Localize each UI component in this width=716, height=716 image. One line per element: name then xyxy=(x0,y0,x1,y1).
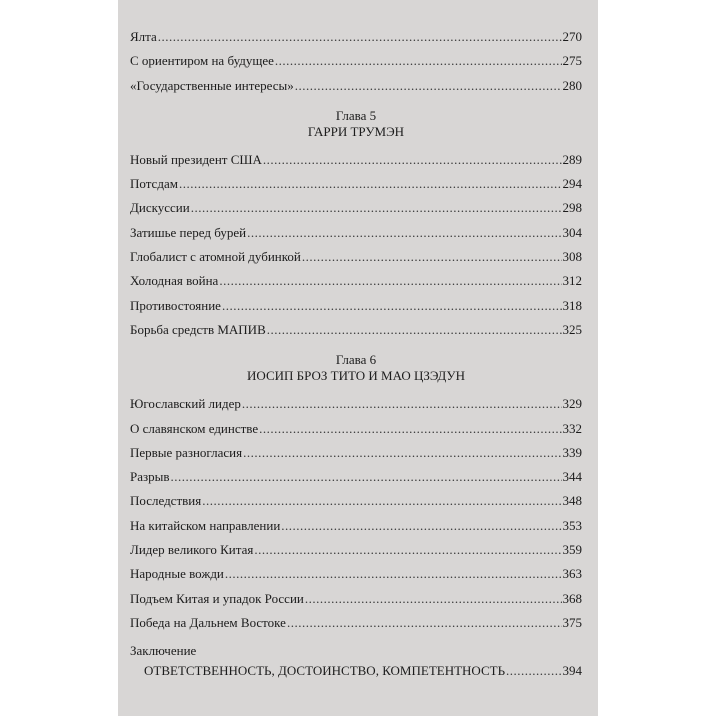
toc-entry-page: 294 xyxy=(562,176,582,192)
leader-dots xyxy=(305,587,562,611)
toc-entry-title: Дискуссии xyxy=(130,200,190,216)
toc-entry xyxy=(130,245,582,269)
toc-entry-title: Затишье перед бурей xyxy=(130,224,247,240)
book-page xyxy=(118,0,598,716)
leader-dots xyxy=(287,611,562,635)
toc-entry-page: 339 xyxy=(562,444,582,460)
toc-entry-page: 312 xyxy=(562,273,582,289)
leader-dots xyxy=(275,49,562,73)
toc-entry-title: Народные вожди xyxy=(130,566,224,582)
toc-entry xyxy=(130,148,582,172)
leader-dots xyxy=(242,392,562,416)
toc-entry-page: 270 xyxy=(562,29,582,44)
leader-dots xyxy=(171,465,562,489)
leader-dots xyxy=(267,318,562,342)
toc-entry xyxy=(130,49,582,73)
toc-entry-title: ОТВЕТСТВЕННОСТЬ, ДОСТОИНСТВО, КОМПЕТЕНТНОСТЬ xyxy=(144,663,506,679)
toc-entry-title: Борьба средств МАПИВ xyxy=(130,321,266,337)
toc-entry xyxy=(130,514,582,538)
leader-dots xyxy=(179,172,562,196)
toc-entry-page: 325 xyxy=(562,321,582,337)
toc-entry-page: 304 xyxy=(562,224,582,240)
toc-entry-page: 368 xyxy=(562,590,582,606)
toc-entry-title: Глобалист с атомной дубинкой xyxy=(130,249,301,265)
toc-entry-page: 318 xyxy=(562,297,582,313)
toc-entry-page: 353 xyxy=(562,517,582,533)
chapter-title: ГАРРИ ТРУМЭН xyxy=(307,123,405,139)
toc-entry-title: С ориентиром на будущее xyxy=(130,53,274,69)
leader-dots xyxy=(263,148,562,172)
toc-entry xyxy=(130,294,582,318)
toc-entry-page: 344 xyxy=(562,469,582,485)
toc-entry xyxy=(130,318,582,342)
leader-dots xyxy=(202,489,561,513)
leader-dots xyxy=(506,659,561,683)
toc-entry-title: Подъем Китая и упадок России xyxy=(130,590,304,606)
toc-entry-title: Холодная война xyxy=(130,273,219,289)
toc-entry xyxy=(130,538,582,562)
toc-entry-title: Новый президент США xyxy=(130,151,262,167)
toc-entry-title: Последствия xyxy=(130,493,202,509)
leader-dots xyxy=(219,269,561,293)
toc-entry-page: 394 xyxy=(562,663,582,679)
toc-entry-title: Лидер великого Китая xyxy=(130,542,254,558)
toc-entry-page: 298 xyxy=(562,200,582,216)
toc-entry-title: Югославский лидер xyxy=(130,396,241,412)
toc-entry-page: 359 xyxy=(562,542,582,558)
toc-entry xyxy=(130,172,582,196)
leader-dots xyxy=(302,245,562,269)
toc-entry-page: 348 xyxy=(562,493,582,509)
leader-dots xyxy=(222,294,562,318)
chapter-number: Глава 6 xyxy=(335,352,377,368)
toc-entry-title: На китайском направлении xyxy=(130,517,281,533)
leader-dots xyxy=(243,441,561,465)
leader-dots xyxy=(191,196,562,220)
toc-entry xyxy=(130,221,582,245)
leader-dots xyxy=(247,221,561,245)
toc-entry-page: 329 xyxy=(562,396,582,412)
conclusion-label: Заключение xyxy=(130,643,197,659)
toc-entry-page: 308 xyxy=(562,249,582,265)
toc-entry-page: 332 xyxy=(562,420,582,436)
toc-entry xyxy=(130,269,582,293)
table-of-contents xyxy=(130,25,582,684)
toc-entry xyxy=(130,611,582,635)
leader-dots xyxy=(158,25,562,49)
toc-entry-title: Первые разногласия xyxy=(130,444,243,460)
leader-dots xyxy=(281,514,561,538)
toc-entry-page: 363 xyxy=(562,566,582,582)
leader-dots xyxy=(225,562,562,586)
toc-entry-page: 280 xyxy=(562,77,582,93)
toc-entry xyxy=(130,489,582,513)
toc-entry-title: Противостояние xyxy=(130,297,221,313)
toc-entry xyxy=(130,587,582,611)
chapter-title: ИОСИП БРОЗ ТИТО И МАО ЦЗЭДУН xyxy=(247,368,465,384)
toc-entry-title: Победа на Дальнем Востоке xyxy=(130,614,286,630)
toc-entry-title: О славянском единстве xyxy=(130,420,259,436)
chapter-number: Глава 5 xyxy=(335,107,377,123)
toc-entry xyxy=(130,441,582,465)
toc-entry-conclusion xyxy=(130,659,582,683)
toc-entry-page: 289 xyxy=(562,151,582,167)
leader-dots xyxy=(295,74,562,98)
toc-entry-page: 275 xyxy=(562,53,582,69)
toc-entry-page: 375 xyxy=(562,614,582,630)
toc-entry xyxy=(130,465,582,489)
toc-entry xyxy=(130,74,582,98)
toc-entry xyxy=(130,392,582,416)
leader-dots xyxy=(254,538,561,562)
toc-entry xyxy=(130,25,582,49)
leader-dots xyxy=(259,417,561,441)
toc-entry-title: «Государственные интересы» xyxy=(130,77,294,93)
toc-entry-title: Разрыв xyxy=(130,469,170,485)
toc-entry-title: Ялта xyxy=(130,29,157,44)
toc-entry xyxy=(130,417,582,441)
toc-entry xyxy=(130,562,582,586)
toc-entry xyxy=(130,196,582,220)
toc-entry-title: Потсдам xyxy=(130,176,178,192)
